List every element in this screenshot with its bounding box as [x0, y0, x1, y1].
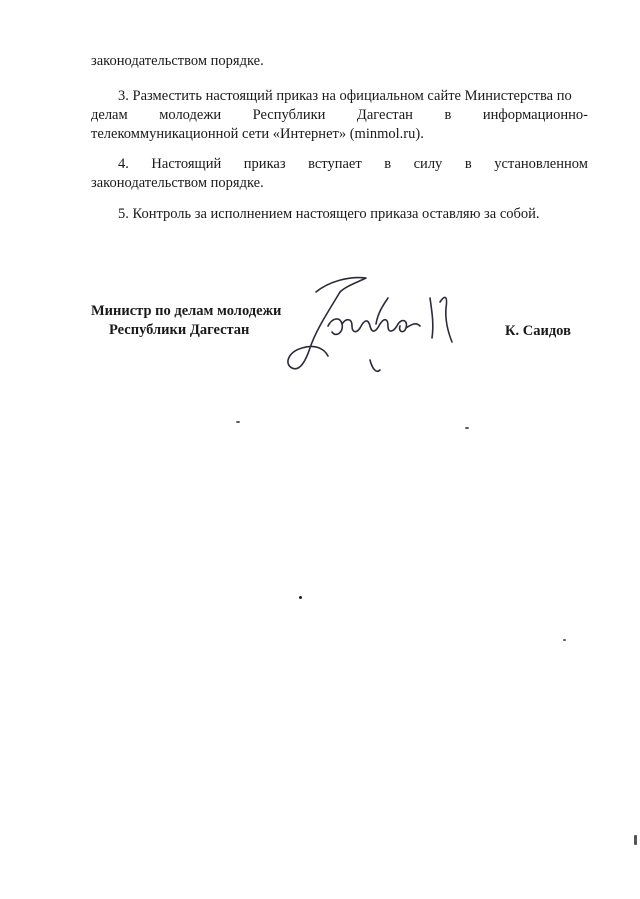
paragraph-3-line-1: 3. Разместить настоящий приказ на официальном сайте Министерства по: [118, 88, 572, 104]
paragraph-3-line-3: телекоммуникационной сети «Интернет» (minmol.ru).: [91, 126, 424, 142]
signature-tail: [406, 324, 420, 328]
word: Республики: [252, 107, 326, 123]
scan-speck: [465, 427, 469, 429]
word: в: [444, 107, 452, 123]
word: вступает: [308, 156, 362, 172]
signature-capital-loop: [288, 292, 340, 369]
paragraph-5: 5. Контроль за исполнением настоящего приказа оставляю за собой.: [118, 206, 540, 222]
word: делам: [91, 107, 128, 123]
word: установленном: [494, 156, 588, 172]
paragraph-continuation: законодательством порядке.: [91, 53, 264, 69]
word: в: [464, 156, 472, 172]
word: Дагестан: [356, 107, 413, 123]
word: 4.: [118, 156, 129, 172]
signatory-name: К. Саидов: [505, 323, 571, 339]
word: приказ: [243, 156, 286, 172]
scan-speck: [634, 835, 637, 845]
signatory-title-line-1: Министр по делам молодежи: [91, 303, 282, 319]
signature-mark: [430, 298, 433, 338]
paragraph-4-line-1: [118, 155, 588, 173]
word: молодежи: [159, 107, 222, 123]
handwritten-signature: [280, 268, 470, 386]
signature-letters: [328, 319, 406, 335]
signature-mark-hook: [440, 297, 452, 342]
word: Настоящий: [151, 156, 222, 172]
scan-speck: [236, 421, 240, 423]
paragraph-3-line-2: [91, 106, 588, 124]
word: информационно-: [482, 107, 588, 123]
word: силу: [413, 156, 443, 172]
paragraph-4-line-2: законодательством порядке.: [91, 175, 264, 191]
scan-speck: [563, 639, 566, 641]
signature-top-stroke: [316, 278, 366, 292]
scan-speck: [299, 596, 302, 599]
signatory-title-line-2: Республики Дагестан: [109, 322, 250, 338]
word: в: [384, 156, 392, 172]
signature-underline: [370, 360, 380, 371]
